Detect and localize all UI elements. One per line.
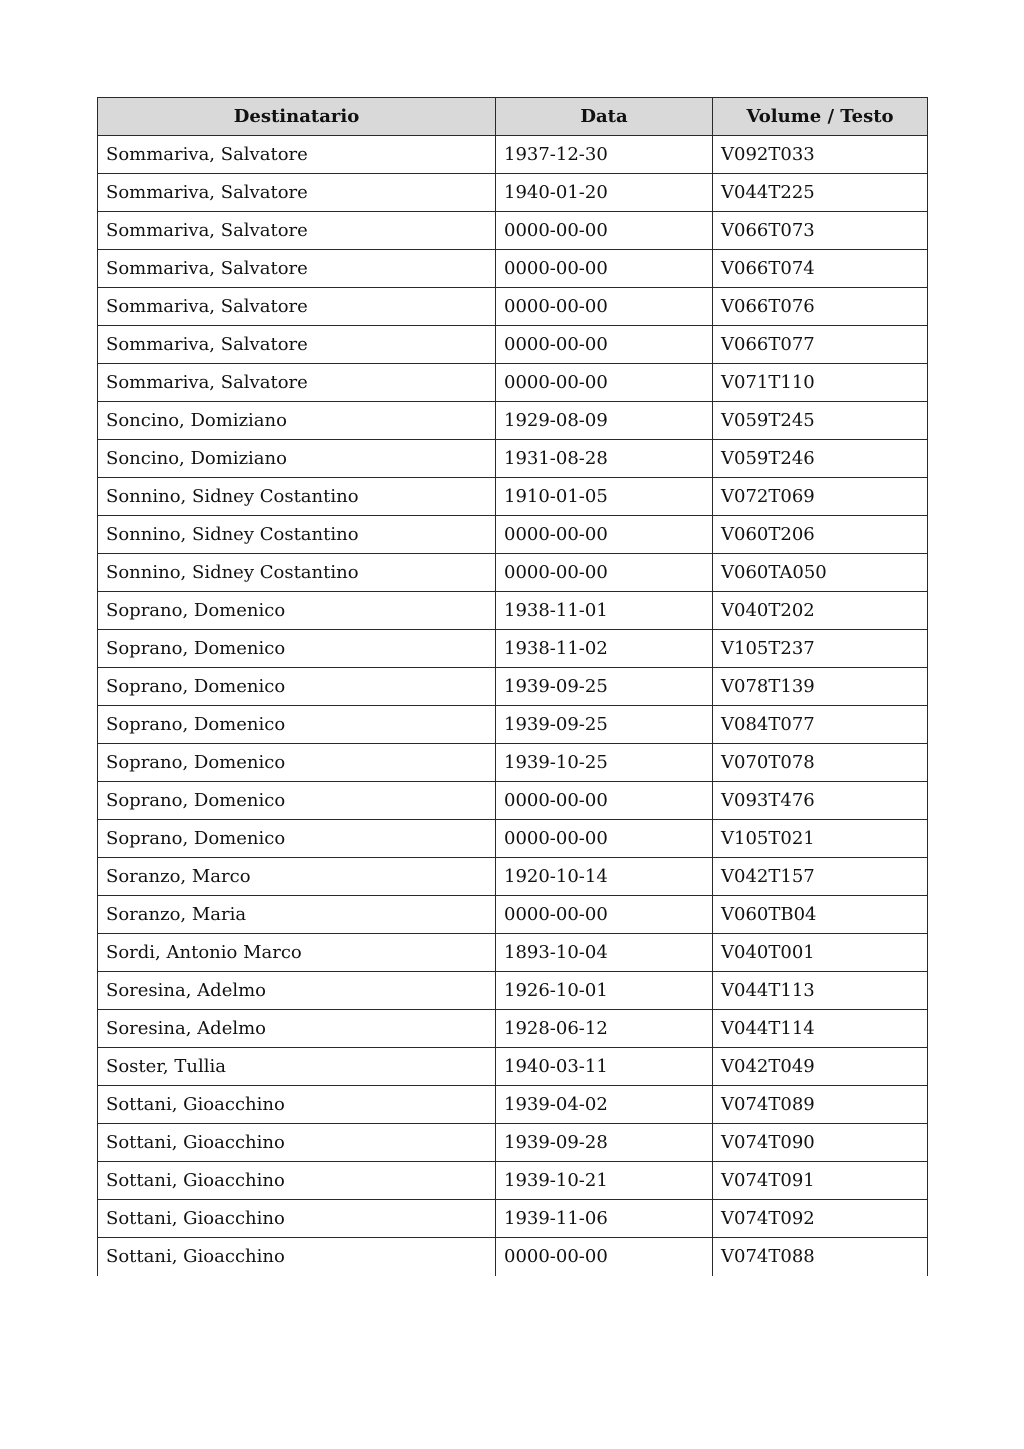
cell-data: 1938-11-01	[496, 592, 713, 630]
cell-destinatario: Sottani, Gioacchino	[98, 1238, 496, 1276]
cell-destinatario: Sordi, Antonio Marco	[98, 934, 496, 972]
table-row	[98, 478, 928, 516]
table-row	[98, 706, 928, 744]
cell-volume-testo: V059T246	[713, 440, 928, 478]
cell-data: 0000-00-00	[496, 820, 713, 858]
table-row	[98, 136, 928, 174]
cell-destinatario: Sonnino, Sidney Costantino	[98, 478, 496, 516]
cell-data: 0000-00-00	[496, 896, 713, 934]
cell-volume-testo: V105T021	[713, 820, 928, 858]
cell-destinatario: Sottani, Gioacchino	[98, 1200, 496, 1238]
cell-destinatario: Soresina, Adelmo	[98, 1010, 496, 1048]
table-row	[98, 1124, 928, 1162]
cell-volume-testo: V078T139	[713, 668, 928, 706]
cell-data: 1939-10-25	[496, 744, 713, 782]
cell-destinatario: Sommariva, Salvatore	[98, 326, 496, 364]
cell-data: 1893-10-04	[496, 934, 713, 972]
cell-volume-testo: V060T206	[713, 516, 928, 554]
table-row	[98, 668, 928, 706]
cell-volume-testo: V044T114	[713, 1010, 928, 1048]
table-row	[98, 440, 928, 478]
cell-data: 0000-00-00	[496, 782, 713, 820]
cell-data: 0000-00-00	[496, 288, 713, 326]
cell-destinatario: Soprano, Domenico	[98, 706, 496, 744]
cell-volume-testo: V074T092	[713, 1200, 928, 1238]
table-header-row	[98, 98, 928, 136]
cell-destinatario: Soranzo, Maria	[98, 896, 496, 934]
cell-volume-testo: V040T001	[713, 934, 928, 972]
table-row	[98, 326, 928, 364]
table-row	[98, 516, 928, 554]
cell-data: 1940-01-20	[496, 174, 713, 212]
cell-destinatario: Sommariva, Salvatore	[98, 250, 496, 288]
cell-data: 1928-06-12	[496, 1010, 713, 1048]
cell-data: 1937-12-30	[496, 136, 713, 174]
cell-data: 0000-00-00	[496, 1238, 713, 1276]
cell-data: 1938-11-02	[496, 630, 713, 668]
table-row	[98, 896, 928, 934]
cell-destinatario: Soprano, Domenico	[98, 630, 496, 668]
cell-volume-testo: V060TB04	[713, 896, 928, 934]
cell-volume-testo: V066T076	[713, 288, 928, 326]
cell-destinatario: Sottani, Gioacchino	[98, 1162, 496, 1200]
cell-volume-testo: V040T202	[713, 592, 928, 630]
cell-data: 0000-00-00	[496, 326, 713, 364]
cell-data: 1939-11-06	[496, 1200, 713, 1238]
table-row	[98, 364, 928, 402]
table-row	[98, 1238, 928, 1276]
cell-destinatario: Sommariva, Salvatore	[98, 174, 496, 212]
table-row	[98, 174, 928, 212]
table-row	[98, 934, 928, 972]
cell-data: 1939-10-21	[496, 1162, 713, 1200]
cell-destinatario: Soprano, Domenico	[98, 592, 496, 630]
table-row	[98, 288, 928, 326]
cell-destinatario: Sommariva, Salvatore	[98, 288, 496, 326]
cell-destinatario: Soncino, Domiziano	[98, 440, 496, 478]
table-row	[98, 1010, 928, 1048]
header-destinatario: Destinatario	[98, 98, 496, 136]
cell-data: 0000-00-00	[496, 554, 713, 592]
table-row	[98, 212, 928, 250]
cell-destinatario: Soncino, Domiziano	[98, 402, 496, 440]
cell-data: 1931-08-28	[496, 440, 713, 478]
cell-volume-testo: V070T078	[713, 744, 928, 782]
cell-volume-testo: V044T225	[713, 174, 928, 212]
cell-destinatario: Sommariva, Salvatore	[98, 364, 496, 402]
cell-volume-testo: V059T245	[713, 402, 928, 440]
cell-volume-testo: V084T077	[713, 706, 928, 744]
cell-volume-testo: V060TA050	[713, 554, 928, 592]
cell-destinatario: Sonnino, Sidney Costantino	[98, 554, 496, 592]
cell-data: 1926-10-01	[496, 972, 713, 1010]
cell-volume-testo: V066T074	[713, 250, 928, 288]
cell-data: 1939-04-02	[496, 1086, 713, 1124]
table-row	[98, 972, 928, 1010]
table-row	[98, 858, 928, 896]
table-body	[98, 136, 928, 1276]
table-row	[98, 1162, 928, 1200]
table-row	[98, 782, 928, 820]
table-row	[98, 1200, 928, 1238]
cell-volume-testo: V074T089	[713, 1086, 928, 1124]
cell-data: 1929-08-09	[496, 402, 713, 440]
cell-destinatario: Soprano, Domenico	[98, 744, 496, 782]
cell-data: 0000-00-00	[496, 250, 713, 288]
cell-destinatario: Soprano, Domenico	[98, 820, 496, 858]
cell-destinatario: Soprano, Domenico	[98, 668, 496, 706]
cell-data: 1910-01-05	[496, 478, 713, 516]
table-row	[98, 1086, 928, 1124]
cell-volume-testo: V042T049	[713, 1048, 928, 1086]
cell-data: 1939-09-25	[496, 668, 713, 706]
cell-volume-testo: V042T157	[713, 858, 928, 896]
table-row	[98, 744, 928, 782]
cell-data: 1940-03-11	[496, 1048, 713, 1086]
cell-volume-testo: V092T033	[713, 136, 928, 174]
cell-volume-testo: V066T077	[713, 326, 928, 364]
cell-destinatario: Sommariva, Salvatore	[98, 212, 496, 250]
cell-volume-testo: V071T110	[713, 364, 928, 402]
cell-destinatario: Soresina, Adelmo	[98, 972, 496, 1010]
table-row	[98, 630, 928, 668]
cell-destinatario: Soprano, Domenico	[98, 782, 496, 820]
cell-data: 1939-09-28	[496, 1124, 713, 1162]
cell-data: 1920-10-14	[496, 858, 713, 896]
cell-volume-testo: V072T069	[713, 478, 928, 516]
table-row	[98, 554, 928, 592]
cell-volume-testo: V093T476	[713, 782, 928, 820]
cell-volume-testo: V074T088	[713, 1238, 928, 1276]
cell-destinatario: Sommariva, Salvatore	[98, 136, 496, 174]
cell-destinatario: Sottani, Gioacchino	[98, 1124, 496, 1162]
cell-volume-testo: V066T073	[713, 212, 928, 250]
table-row	[98, 1048, 928, 1086]
cell-destinatario: Soster, Tullia	[98, 1048, 496, 1086]
cell-destinatario: Sottani, Gioacchino	[98, 1086, 496, 1124]
table-row	[98, 820, 928, 858]
cell-destinatario: Sonnino, Sidney Costantino	[98, 516, 496, 554]
table-row	[98, 402, 928, 440]
cell-data: 1939-09-25	[496, 706, 713, 744]
table-row	[98, 250, 928, 288]
letters-table	[97, 97, 928, 1276]
cell-data: 0000-00-00	[496, 212, 713, 250]
cell-data: 0000-00-00	[496, 516, 713, 554]
cell-volume-testo: V074T090	[713, 1124, 928, 1162]
cell-data: 0000-00-00	[496, 364, 713, 402]
cell-volume-testo: V044T113	[713, 972, 928, 1010]
cell-destinatario: Soranzo, Marco	[98, 858, 496, 896]
table-row	[98, 592, 928, 630]
header-volume-testo: Volume / Testo	[713, 98, 928, 136]
cell-volume-testo: V074T091	[713, 1162, 928, 1200]
header-data: Data	[496, 98, 713, 136]
cell-volume-testo: V105T237	[713, 630, 928, 668]
